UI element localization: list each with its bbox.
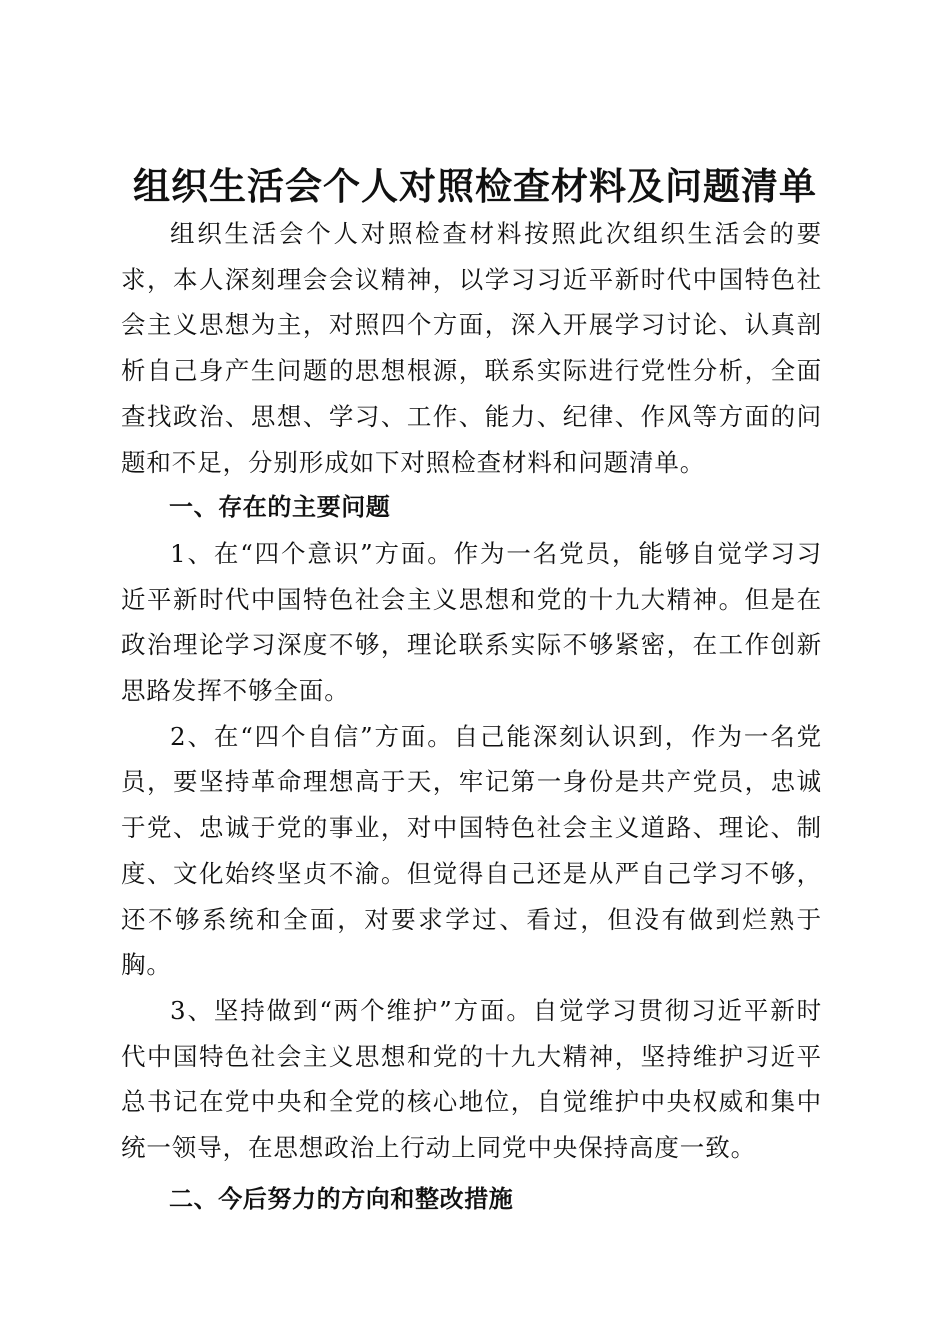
intro-paragraph: 组织生活会个人对照检查材料按照此次组织生活会的要求，本人深刻理会会议精神，以学习习近平新时代中国特色社会主义思想为主，对照四个方面，深入开展学习讨论、认真剖析自己身产生问题的思想根源，联系实际进行党性分析，全面查找政治、思想、学习、工作、能力、纪律、作风等方面的问题和不足，分别形成如下对照检查材料和问题清单。: [121, 219, 822, 477]
document-body: [121, 211, 822, 1222]
document-title: 组织生活会个人对照检查材料及问题清单: [133, 163, 817, 208]
problem-item-1: 1、在“四个意识”方面。作为一名党员，能够自觉学习习近平新时代中国特色社会主义思想和党的十九大精神。但是在政治理论学习深度不够，理论联系实际不够紧密，在工作创新思路发挥不够全面。: [121, 538, 822, 706]
problem-item-2: 2、在“四个自信”方面。自己能深刻认识到，作为一名党员，要坚持革命理想高于天，牢记第一身份是共产党员，忠诚于党、忠诚于党的事业，对中国特色社会主义道路、理论、制度、文化始终坚贞不渝。但觉得自己还是从严自己学习不够，还不够系统和全面，对要求学过、看过，但没有做到烂熟于胸。: [121, 721, 822, 980]
section-heading-measures: 二、今后努力的方向和整改措施: [169, 1184, 514, 1213]
section-heading-problems: 一、存在的主要问题: [169, 493, 391, 522]
problem-item-3: 3、坚持做到“两个维护”方面。自觉学习贯彻习近平新时代中国特色社会主义思想和党的十九大精神，坚持维护习近平总书记在党中央和全党的核心地位，自觉维护中央权威和集中统一领导，在思想政治上行动上同党中央保持高度一致。: [121, 995, 822, 1163]
